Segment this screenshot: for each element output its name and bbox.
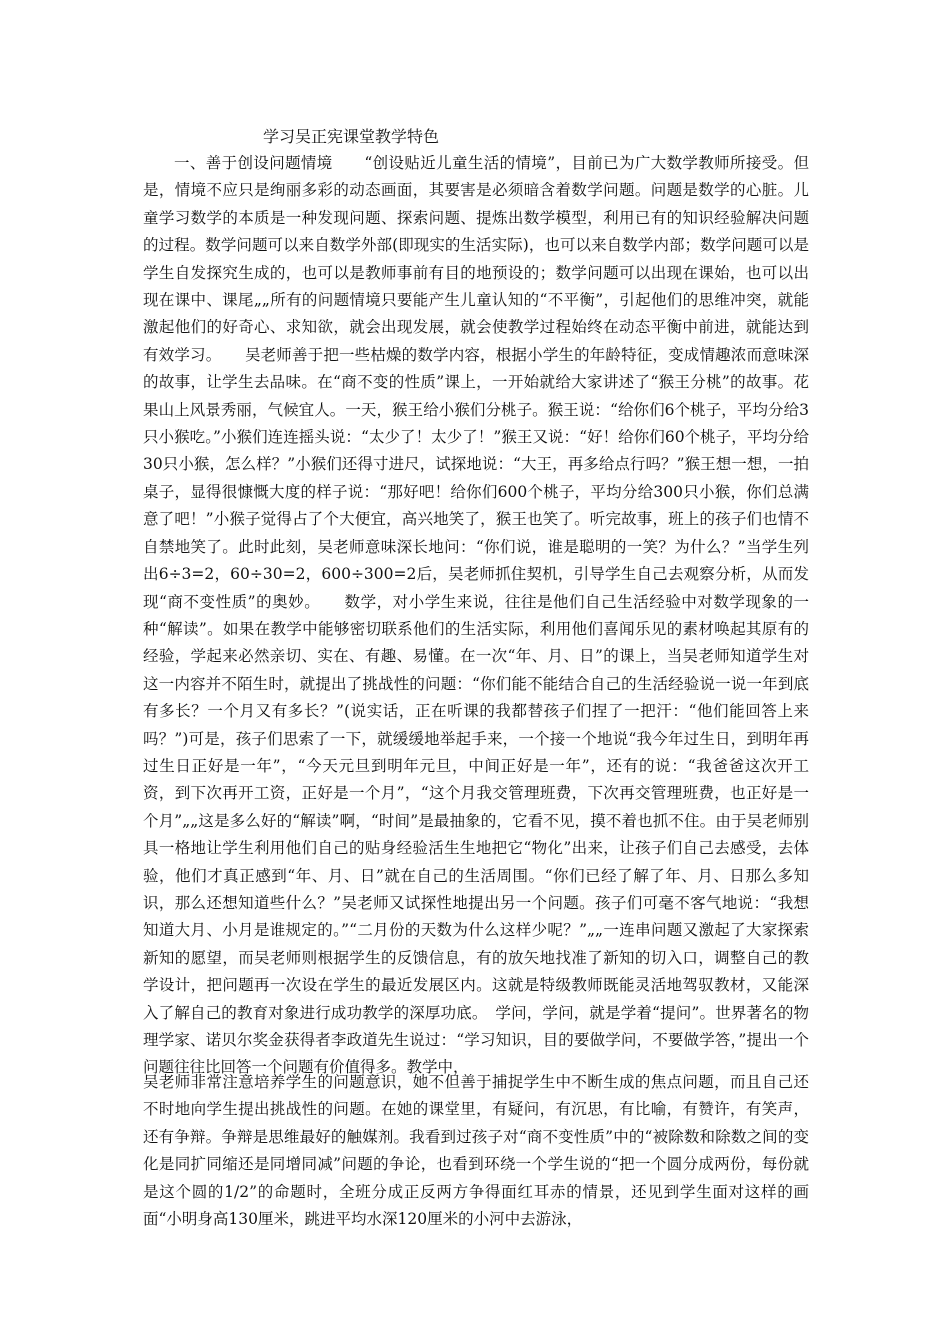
paragraph: 一、善于创设问题情境 “创设贴近儿童生活的情境”，目前已为广大数学教师所接受。但是，情境不应只是绚丽多彩的动态画面，其要害是必须暗含着数学问题。问题是数学的心脏。儿童学习数学的本质是一种发现问题、探索问题、提炼出数学模型，利用已有的知识经验解决问题的过程。数学问题可以来自数学外部(即现实的生活实际)，也可以来自数学内部；数学问题可以是学生自发探究生成的，也可以是教师事前有目的地预设的；数学问题可以出现在课始，也可以出现在课中、课尾„„所有的问题情境只要能产生儿童认知的“不平衡”，引起他们的思维冲突，就能激起他们的好奇心、求知欲，就会出现发展，就会使教学过程始终在动态平衡中前进，就能达到有效学习。 吴老师善于把一些枯燥的数学内容，根据小学生的年龄特征，变成情趣浓而意味深的故事，让学生去品味。在“商不变的性质”课上，一开始就给大家讲述了“猴王分桃”的故事。花果山上风景秀丽，气候宜人。一天，猴王给小猴们分桃子。猴王说：“给你们6个桃子，平均分给3只小猴吃。”小猴们连连摇头说：“太少了！太少了！”猴王又说：“好！给你们60个桃子，平均分给30只小猴，怎么样？”小猴们还得寸进尺，试探地说：“大王，再多给点行吗？”猴王想一想，一拍桌子，显得很慷慨大度的样子说：“那好吧！给你们600个桃子，平均分给300只小猴，你们总满意了吧！”小猴子觉得占了个大便宜，高兴地笑了，猴王也笑了。听完故事，班上的孩子们也情不自禁地笑了。此时此刻，吴老师意味深长地问：“你们说，谁是聪明的一笑？为什么？”当学生列出6÷3=2，60÷30=2，600÷300=2后，吴老师抓住契机，引导学生自己去观察分析，从而发现“商不变性质”的奥妙。 数学，对小学生来说，往往是他们自己生活经验中对数学现象的一种“解读”。如果在教学中能够密切联系他们的生活实际，利用他们喜闻乐见的素材唤起其原有的经验，学起来必然亲切、实在、有趣、易懂。在一次“年、月、日”的课上，当吴老师知道学生对这一内容并不陌生时，就提出了挑战性的问题：“你们能不能结合自己的生活经验说一说一年到底有多长？一个月又有多长？”(说实话，正在听课的我都替孩子们捏了一把汗：“他们能回答上来吗？”)可是，孩子们思索了一下，就缓缓地举起手来，一个接一个地说“我今年过生日，到明年再过生日正好是一年”，“今天元旦到明年元旦，中间正好是一年”，还有的说：“我爸爸这次开工资，到下次再开工资，正好是一个月”，“这个月我交管理班费，下次再交管理班费，也正好是一个月”„„这是多么好的“解读”啊，“时间”是最抽象的，它看不见，摸不着也抓不住。由于吴老师别具一格地让学生利用他们自己的贴身经验活生生地把它“物化”出来，让孩子们自己去感受，去体验，他们才真正感到“年、月、日”就在自己的生活周围。“你们已经了解了年、月、日那么多知识，那么还想知道些什么？”吴老师又试探性地提出另一个问题。孩子们可毫不客气地说：“我想知道大月、小月是谁规定的。”“二月份的天数为什么这样少呢？”„„一连串问题又激起了大家探索新知的愿望，而吴老师则根据学生的反馈信息，有的放矢地找准了新知的切入口，调整自己的教学设计，把问题再一次设在学生的最近发展区内。这就是特级教师既能灵活地驾驭教材，又能深入了解自己的教育对象进行成功教学的深厚功底。 学问，学问，就是学着“提问”。世界著名的物理学家、诺贝尔奖金获得者李政道先生说过：“学习知识，目的要做学问，不要做学答，”提出一个问题往往比回答一个问题有价值得多。教学中，	[143, 154, 809, 1077]
body-text-block	[143, 150, 809, 1082]
document-title: 学习吴正宪课堂教学特色	[263, 127, 440, 146]
paragraph: 吴老师非常注意培养学生的问题意识，她不但善于捕捉学生中不断生成的焦点问题，而且自己还不时地向学生提出挑战性的问题。在她的课堂里，有疑问，有沉思，有比喻，有赞许，有笑声，还有争辩。争辩是思维最好的触媒剂。我看到过孩子对“商不变性质”中的“被除数和除数之间的变化是同扩同缩还是同增同减”问题的争论，也看到环绕一个学生说的“把一个圆分成两份，每份就是这个圆的1/2”的命题时，全班分成正反两方争得面红耳赤的情景，还见到学生面对这样的画面“小明身高130厘米，跳进平均水深120厘米的小河中去游泳，	[143, 1073, 809, 1229]
body-text-block-continued	[143, 1069, 809, 1233]
